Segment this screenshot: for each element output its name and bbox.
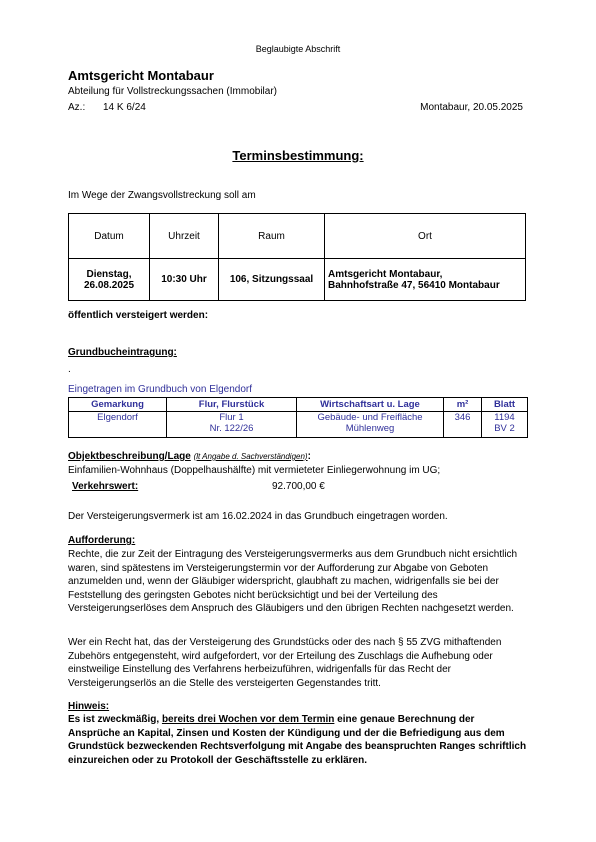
cell-gemarkung: Elgendorf bbox=[69, 412, 167, 438]
hint-text-emphasis: bereits drei Wochen vor dem Termin bbox=[161, 714, 335, 725]
market-value: 92.700,00 € bbox=[272, 481, 325, 492]
cell-art-line2: Mühlenweg bbox=[345, 423, 395, 434]
page-title: Terminsbestimmung: bbox=[232, 148, 364, 163]
cell-wirtschaftsart bbox=[297, 412, 444, 438]
appointment-date bbox=[69, 259, 150, 301]
request-heading: Aufforderung: bbox=[68, 535, 136, 546]
header-flur: Flur, Flurstück bbox=[167, 398, 297, 412]
cell-blatt-line1: 1194 bbox=[494, 412, 515, 423]
appointment-weekday: Dienstag, bbox=[86, 268, 132, 280]
court-department: Abteilung für Vollstreckungssachen (Immobilar) bbox=[68, 86, 277, 97]
request-paragraph-2: Wer ein Recht hat, das der Versteigerung des Grundstücks oder des nach § 55 ZVG mithaftenden Zubehörs entgegensteht, wird aufgefordert, vor der Erteilung des Zuschlags die Aufhebung oder einstweilige Einstellung des Verfahrens herbeizuführen, widrigenfalls für das Recht der Versteigerungserlös an die Stelle des versteigerten Gegenstandes tritt. bbox=[68, 637, 502, 689]
appointment-header-row bbox=[69, 214, 526, 259]
appointment-place-address: Bahnhofstraße 47, 56410 Montabaur bbox=[328, 279, 500, 291]
hint-text-2: eine genaue Berechnung der Ansprüche an Kapital, Zinsen und Kosten der Kündigung und der die Befriedigung aus dem Grundstück bezweckenden Rechtsverfolgung mit Angabe des beanspruchten Ranges schriftlich einzureichen oder zu Protokoll der Geschäftsstelle zu erklären. bbox=[68, 714, 527, 766]
appointment-place-name: Amtsgericht Montabaur, bbox=[328, 268, 443, 280]
object-heading-note: (lt Angabe d. Sachverständigen) bbox=[193, 452, 308, 461]
header-gemarkung: Gemarkung bbox=[69, 398, 167, 412]
certified-copy-note: Beglaubigte Abschrift bbox=[255, 44, 341, 54]
header-ort: Ort bbox=[325, 214, 526, 259]
land-register-table bbox=[68, 397, 528, 438]
land-register-row bbox=[69, 412, 528, 438]
cell-flur bbox=[167, 412, 297, 438]
file-number: 14 K 6/24 bbox=[103, 102, 146, 113]
header-datum: Datum bbox=[69, 214, 150, 259]
land-register-header-row bbox=[69, 398, 528, 412]
object-heading-line bbox=[68, 451, 311, 462]
file-number-label: Az.: bbox=[68, 102, 86, 113]
header-area: m² bbox=[444, 398, 482, 412]
appointment-table bbox=[68, 213, 526, 301]
market-value-label: Verkehrswert: bbox=[72, 481, 139, 492]
intro-text: Im Wege der Zwangsvollstreckung soll am bbox=[68, 190, 256, 201]
object-description: Einfamilien-Wohnhaus (Doppelhaushälfte) mit vermieteter Einliegerwohnung im UG; bbox=[68, 465, 441, 476]
hint-paragraph bbox=[68, 713, 528, 767]
header-blatt: Blatt bbox=[482, 398, 528, 412]
land-register-location: Eingetragen im Grundbuch von Elgendorf bbox=[68, 384, 253, 395]
land-register-dot: . bbox=[68, 364, 71, 375]
cell-flur-line2: Nr. 122/26 bbox=[209, 423, 254, 434]
header-wirtschaftsart: Wirtschaftsart u. Lage bbox=[297, 398, 444, 412]
cell-flur-line1: Flur 1 bbox=[219, 412, 244, 423]
object-heading: Objektbeschreibung/Lage bbox=[68, 451, 191, 462]
request-paragraph-1: Rechte, die zur Zeit der Eintragung des Versteigerungsvermerks aus dem Grundbuch nicht ersichtlich waren, sind spätestens im Versteigerungstermin vor der Aufforderung zur Abgabe von Geboten anzumelden und, wenn der Gläubiger widerspricht, glaubhaft zu machen, widrigenfalls sie bei der Feststellung des geringsten Gebotes nicht berücksichtigt und bei der Verteilung des Versteigerungserlöses dem Anspruch des Gläubigers und den übrigen Rechten nachgesetzt werden. bbox=[68, 549, 518, 614]
place-date: Montabaur, 20.05.2025 bbox=[420, 102, 523, 113]
appointment-row bbox=[69, 259, 526, 301]
appointment-time: 10:30 Uhr bbox=[150, 259, 219, 301]
hint-heading: Hinweis: bbox=[68, 701, 110, 712]
appointment-place bbox=[325, 259, 526, 301]
hint-text-1: Es ist zweckmäßig, bbox=[68, 714, 162, 725]
registration-note: Der Versteigerungsvermerk ist am 16.02.2024 in das Grundbuch eingetragen worden. bbox=[68, 511, 448, 522]
land-register-heading: Grundbucheintragung: bbox=[68, 347, 177, 358]
appointment-date-value: 26.08.2025 bbox=[83, 279, 135, 291]
appointment-room: 106, Sitzungssaal bbox=[219, 259, 325, 301]
header-uhrzeit: Uhrzeit bbox=[150, 214, 219, 259]
cell-area: 346 bbox=[444, 412, 482, 438]
cell-blatt-line2: BV 2 bbox=[494, 423, 515, 434]
cell-art-line1: Gebäude- und Freifläche bbox=[317, 412, 423, 423]
court-name: Amtsgericht Montabaur bbox=[68, 68, 214, 83]
object-heading-colon: : bbox=[307, 451, 311, 462]
header-raum: Raum bbox=[219, 214, 325, 259]
cell-blatt bbox=[482, 412, 528, 438]
auction-note: öffentlich versteigert werden: bbox=[68, 310, 209, 321]
